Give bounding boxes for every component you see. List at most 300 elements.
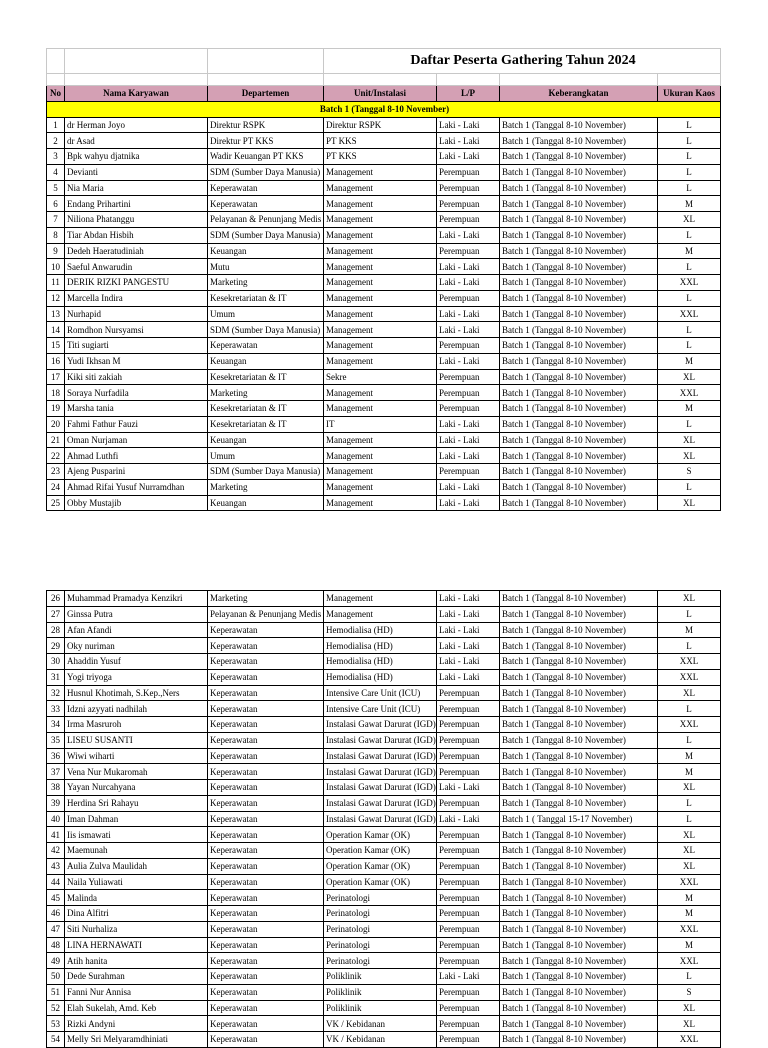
row-nama: Saeful Anwarudin bbox=[65, 259, 208, 275]
row-nama: Tiar Abdan Hisbih bbox=[65, 227, 208, 243]
row-ukuran-kaos: L bbox=[658, 701, 721, 717]
row-no: 50 bbox=[47, 969, 65, 985]
row-departemen: Pelayanan & Penunjang Medis bbox=[208, 606, 324, 622]
row-keberangkatan: Batch 1 (Tanggal 8-10 November) bbox=[500, 259, 658, 275]
row-lp: Laki - Laki bbox=[437, 353, 500, 369]
row-lp: Perempuan bbox=[437, 401, 500, 417]
row-ukuran-kaos: L bbox=[658, 795, 721, 811]
table-row bbox=[47, 654, 721, 670]
row-no: 28 bbox=[47, 622, 65, 638]
row-keberangkatan: Batch 1 (Tanggal 8-10 November) bbox=[500, 654, 658, 670]
table-row bbox=[47, 448, 721, 464]
row-no: 27 bbox=[47, 606, 65, 622]
row-nama: LINA HERNAWATI bbox=[65, 937, 208, 953]
row-nama: Marsha tania bbox=[65, 401, 208, 417]
row-ukuran-kaos: XL bbox=[658, 827, 721, 843]
table-row bbox=[47, 638, 721, 654]
row-nama: Oky nuriman bbox=[65, 638, 208, 654]
row-no: 49 bbox=[47, 953, 65, 969]
row-no: 30 bbox=[47, 654, 65, 670]
row-nama: Dedeh Haeratudiniah bbox=[65, 243, 208, 259]
row-departemen: Kesekretariatan & IT bbox=[208, 401, 324, 417]
row-no: 26 bbox=[47, 591, 65, 607]
table-row bbox=[47, 984, 721, 1000]
table-row bbox=[47, 669, 721, 685]
row-lp: Laki - Laki bbox=[437, 133, 500, 149]
table-row bbox=[47, 732, 721, 748]
row-departemen: Keperawatan bbox=[208, 953, 324, 969]
table-row bbox=[47, 811, 721, 827]
row-lp: Perempuan bbox=[437, 290, 500, 306]
row-departemen: Marketing bbox=[208, 385, 324, 401]
row-unit: Management bbox=[324, 259, 437, 275]
row-unit: PT KKS bbox=[324, 133, 437, 149]
table-row bbox=[47, 322, 721, 338]
row-no: 39 bbox=[47, 795, 65, 811]
row-no: 41 bbox=[47, 827, 65, 843]
row-keberangkatan: Batch 1 (Tanggal 8-10 November) bbox=[500, 275, 658, 291]
row-no: 43 bbox=[47, 858, 65, 874]
row-ukuran-kaos: XL bbox=[658, 448, 721, 464]
row-ukuran-kaos: L bbox=[658, 117, 721, 133]
row-lp: Laki - Laki bbox=[437, 117, 500, 133]
row-departemen: Keperawatan bbox=[208, 874, 324, 890]
row-unit: Instalasi Gawat Darurat (IGD) bbox=[324, 748, 437, 764]
row-unit: Perinatologi bbox=[324, 953, 437, 969]
row-nama: Kiki siti zakiah bbox=[65, 369, 208, 385]
row-keberangkatan: Batch 1 (Tanggal 8-10 November) bbox=[500, 622, 658, 638]
row-unit: Operation Kamar (OK) bbox=[324, 858, 437, 874]
row-no: 11 bbox=[47, 275, 65, 291]
row-lp: Laki - Laki bbox=[437, 669, 500, 685]
row-lp: Perempuan bbox=[437, 748, 500, 764]
row-ukuran-kaos: XXL bbox=[658, 953, 721, 969]
row-ukuran-kaos: M bbox=[658, 243, 721, 259]
row-departemen: Keperawatan bbox=[208, 180, 324, 196]
row-keberangkatan: Batch 1 (Tanggal 8-10 November) bbox=[500, 874, 658, 890]
row-nama: Vena Nur Mukaromah bbox=[65, 764, 208, 780]
row-keberangkatan: Batch 1 (Tanggal 8-10 November) bbox=[500, 843, 658, 859]
row-no: 29 bbox=[47, 638, 65, 654]
row-departemen: Keuangan bbox=[208, 243, 324, 259]
row-ukuran-kaos: M bbox=[658, 622, 721, 638]
row-nama: Nia Maria bbox=[65, 180, 208, 196]
row-departemen: Umum bbox=[208, 306, 324, 322]
row-no: 16 bbox=[47, 353, 65, 369]
row-lp: Laki - Laki bbox=[437, 416, 500, 432]
row-departemen: Keperawatan bbox=[208, 654, 324, 670]
header-unit: Unit/Instalasi bbox=[324, 86, 437, 102]
row-ukuran-kaos: M bbox=[658, 353, 721, 369]
row-no: 9 bbox=[47, 243, 65, 259]
row-departemen: Keperawatan bbox=[208, 669, 324, 685]
row-keberangkatan: Batch 1 (Tanggal 8-10 November) bbox=[500, 369, 658, 385]
row-departemen: SDM (Sumber Daya Manusia) bbox=[208, 322, 324, 338]
row-departemen: Marketing bbox=[208, 479, 324, 495]
row-keberangkatan: Batch 1 (Tanggal 8-10 November) bbox=[500, 401, 658, 417]
row-lp: Laki - Laki bbox=[437, 149, 500, 165]
row-no: 4 bbox=[47, 164, 65, 180]
row-departemen: Mutu bbox=[208, 259, 324, 275]
row-nama: Idzni azyyati nadhilah bbox=[65, 701, 208, 717]
row-lp: Perempuan bbox=[437, 890, 500, 906]
row-ukuran-kaos: L bbox=[658, 259, 721, 275]
row-keberangkatan: Batch 1 (Tanggal 8-10 November) bbox=[500, 984, 658, 1000]
row-keberangkatan: Batch 1 (Tanggal 8-10 November) bbox=[500, 638, 658, 654]
row-keberangkatan: Batch 1 (Tanggal 8-10 November) bbox=[500, 937, 658, 953]
table-row bbox=[47, 827, 721, 843]
row-keberangkatan: Batch 1 (Tanggal 8-10 November) bbox=[500, 322, 658, 338]
row-lp: Laki - Laki bbox=[437, 811, 500, 827]
row-nama: Fahmi Fathur Fauzi bbox=[65, 416, 208, 432]
participant-table-part1 bbox=[46, 48, 721, 511]
table-row bbox=[47, 133, 721, 149]
table-row bbox=[47, 227, 721, 243]
row-nama: Yogi triyoga bbox=[65, 669, 208, 685]
row-unit: Hemodialisa (HD) bbox=[324, 669, 437, 685]
row-keberangkatan: Batch 1 (Tanggal 8-10 November) bbox=[500, 1016, 658, 1032]
row-departemen: Marketing bbox=[208, 591, 324, 607]
table-row bbox=[47, 717, 721, 733]
row-ukuran-kaos: M bbox=[658, 401, 721, 417]
row-nama: Endang Prihartini bbox=[65, 196, 208, 212]
row-unit: Sekre bbox=[324, 369, 437, 385]
row-no: 24 bbox=[47, 479, 65, 495]
row-unit: Poliklinik bbox=[324, 984, 437, 1000]
row-ukuran-kaos: XXL bbox=[658, 654, 721, 670]
row-lp: Perempuan bbox=[437, 953, 500, 969]
row-keberangkatan: Batch 1 (Tanggal 8-10 November) bbox=[500, 606, 658, 622]
row-lp: Perempuan bbox=[437, 984, 500, 1000]
row-no: 10 bbox=[47, 259, 65, 275]
row-lp: Perempuan bbox=[437, 180, 500, 196]
table-row bbox=[47, 495, 721, 511]
row-departemen: SDM (Sumber Daya Manusia) bbox=[208, 464, 324, 480]
row-ukuran-kaos: XL bbox=[658, 1000, 721, 1016]
row-lp: Laki - Laki bbox=[437, 322, 500, 338]
table-row bbox=[47, 858, 721, 874]
row-ukuran-kaos: L bbox=[658, 180, 721, 196]
table-row bbox=[47, 275, 721, 291]
row-unit: Poliklinik bbox=[324, 1000, 437, 1016]
row-unit: Direktur RSPK bbox=[324, 117, 437, 133]
table-row bbox=[47, 369, 721, 385]
row-no: 32 bbox=[47, 685, 65, 701]
row-no: 34 bbox=[47, 717, 65, 733]
row-nama: Iman Dahman bbox=[65, 811, 208, 827]
row-ukuran-kaos: L bbox=[658, 811, 721, 827]
row-departemen: Keperawatan bbox=[208, 795, 324, 811]
table-row bbox=[47, 243, 721, 259]
row-nama: Niliona Phatanggu bbox=[65, 212, 208, 228]
row-ukuran-kaos: S bbox=[658, 464, 721, 480]
table-row bbox=[47, 464, 721, 480]
row-unit: Management bbox=[324, 290, 437, 306]
row-ukuran-kaos: XXL bbox=[658, 717, 721, 733]
row-departemen: Keperawatan bbox=[208, 685, 324, 701]
header-row bbox=[47, 86, 721, 102]
row-lp: Perempuan bbox=[437, 212, 500, 228]
row-keberangkatan: Batch 1 (Tanggal 8-10 November) bbox=[500, 764, 658, 780]
row-nama: Oman Nurjaman bbox=[65, 432, 208, 448]
row-keberangkatan: Batch 1 (Tanggal 8-10 November) bbox=[500, 306, 658, 322]
row-ukuran-kaos: M bbox=[658, 196, 721, 212]
table-row bbox=[47, 338, 721, 354]
row-departemen: Marketing bbox=[208, 275, 324, 291]
row-lp: Perempuan bbox=[437, 369, 500, 385]
row-no: 21 bbox=[47, 432, 65, 448]
row-departemen: Direktur RSPK bbox=[208, 117, 324, 133]
row-ukuran-kaos: L bbox=[658, 416, 721, 432]
row-nama: Husnul Khotimah, S.Kep.,Ners bbox=[65, 685, 208, 701]
row-departemen: SDM (Sumber Daya Manusia) bbox=[208, 164, 324, 180]
row-departemen: Keuangan bbox=[208, 353, 324, 369]
table-row bbox=[47, 606, 721, 622]
row-unit: Hemodialisa (HD) bbox=[324, 638, 437, 654]
row-departemen: Keperawatan bbox=[208, 196, 324, 212]
row-no: 3 bbox=[47, 149, 65, 165]
row-departemen: Keperawatan bbox=[208, 921, 324, 937]
row-no: 13 bbox=[47, 306, 65, 322]
row-departemen: Kesekretariatan & IT bbox=[208, 290, 324, 306]
row-lp: Perempuan bbox=[437, 764, 500, 780]
row-departemen: Keperawatan bbox=[208, 1000, 324, 1016]
row-no: 47 bbox=[47, 921, 65, 937]
row-nama: Atih hanita bbox=[65, 953, 208, 969]
row-unit: Management bbox=[324, 495, 437, 511]
row-unit: Management bbox=[324, 180, 437, 196]
row-unit: PT KKS bbox=[324, 149, 437, 165]
table-row bbox=[47, 259, 721, 275]
row-unit: Instalasi Gawat Darurat (IGD) bbox=[324, 764, 437, 780]
row-ukuran-kaos: XXL bbox=[658, 275, 721, 291]
row-ukuran-kaos: L bbox=[658, 969, 721, 985]
row-keberangkatan: Batch 1 (Tanggal 8-10 November) bbox=[500, 180, 658, 196]
row-departemen: Keperawatan bbox=[208, 780, 324, 796]
row-departemen: Pelayanan & Penunjang Medis bbox=[208, 212, 324, 228]
row-no: 48 bbox=[47, 937, 65, 953]
row-ukuran-kaos: XXL bbox=[658, 306, 721, 322]
row-lp: Perempuan bbox=[437, 464, 500, 480]
row-no: 44 bbox=[47, 874, 65, 890]
row-nama: Ajeng Pusparini bbox=[65, 464, 208, 480]
row-unit: Management bbox=[324, 164, 437, 180]
title-row bbox=[47, 49, 721, 74]
row-departemen: Keperawatan bbox=[208, 748, 324, 764]
row-lp: Laki - Laki bbox=[437, 969, 500, 985]
row-departemen: Keperawatan bbox=[208, 827, 324, 843]
row-keberangkatan: Batch 1 (Tanggal 8-10 November) bbox=[500, 1032, 658, 1048]
row-ukuran-kaos: XXL bbox=[658, 385, 721, 401]
row-unit: Operation Kamar (OK) bbox=[324, 843, 437, 859]
row-ukuran-kaos: XL bbox=[658, 591, 721, 607]
row-lp: Laki - Laki bbox=[437, 275, 500, 291]
row-departemen: Keperawatan bbox=[208, 717, 324, 733]
header-lp: L/P bbox=[437, 86, 500, 102]
row-lp: Perempuan bbox=[437, 858, 500, 874]
row-no: 42 bbox=[47, 843, 65, 859]
row-unit: Instalasi Gawat Darurat (IGD) bbox=[324, 795, 437, 811]
page-title: Daftar Peserta Gathering Tahun 2024 bbox=[324, 49, 721, 74]
row-nama: Naila Yuliawati bbox=[65, 874, 208, 890]
row-keberangkatan: Batch 1 (Tanggal 8-10 November) bbox=[500, 243, 658, 259]
row-keberangkatan: Batch 1 (Tanggal 8-10 November) bbox=[500, 701, 658, 717]
row-keberangkatan: Batch 1 (Tanggal 8-10 November) bbox=[500, 732, 658, 748]
table-row bbox=[47, 969, 721, 985]
row-ukuran-kaos: XL bbox=[658, 369, 721, 385]
row-departemen: Keperawatan bbox=[208, 843, 324, 859]
row-unit: Intensive Care Unit (ICU) bbox=[324, 685, 437, 701]
row-ukuran-kaos: XL bbox=[658, 212, 721, 228]
table-row bbox=[47, 622, 721, 638]
row-lp: Perempuan bbox=[437, 701, 500, 717]
row-lp: Laki - Laki bbox=[437, 591, 500, 607]
row-keberangkatan: Batch 1 (Tanggal 8-10 November) bbox=[500, 149, 658, 165]
row-no: 5 bbox=[47, 180, 65, 196]
spacer-row bbox=[47, 74, 721, 86]
row-departemen: Keperawatan bbox=[208, 701, 324, 717]
row-nama: LISEU SUSANTI bbox=[65, 732, 208, 748]
row-lp: Perempuan bbox=[437, 732, 500, 748]
row-lp: Perempuan bbox=[437, 827, 500, 843]
row-lp: Laki - Laki bbox=[437, 448, 500, 464]
row-keberangkatan: Batch 1 (Tanggal 8-10 November) bbox=[500, 416, 658, 432]
row-ukuran-kaos: XXL bbox=[658, 1032, 721, 1048]
row-no: 14 bbox=[47, 322, 65, 338]
row-departemen: Keperawatan bbox=[208, 811, 324, 827]
row-no: 38 bbox=[47, 780, 65, 796]
row-lp: Perempuan bbox=[437, 338, 500, 354]
row-nama: Herdina Sri Rahayu bbox=[65, 795, 208, 811]
row-nama: Ahmad Luthfi bbox=[65, 448, 208, 464]
header-nama: Nama Karyawan bbox=[65, 86, 208, 102]
row-ukuran-kaos: L bbox=[658, 479, 721, 495]
row-unit: Management bbox=[324, 227, 437, 243]
table-row bbox=[47, 416, 721, 432]
row-nama: Aulia Zulva Maulidah bbox=[65, 858, 208, 874]
row-no: 12 bbox=[47, 290, 65, 306]
table-row bbox=[47, 306, 721, 322]
row-nama: Malinda bbox=[65, 890, 208, 906]
row-lp: Laki - Laki bbox=[437, 606, 500, 622]
row-no: 23 bbox=[47, 464, 65, 480]
row-departemen: Keperawatan bbox=[208, 338, 324, 354]
row-unit: Poliklinik bbox=[324, 969, 437, 985]
row-lp: Perempuan bbox=[437, 906, 500, 922]
row-ukuran-kaos: L bbox=[658, 606, 721, 622]
row-nama: Romdhon Nursyamsi bbox=[65, 322, 208, 338]
row-unit: Intensive Care Unit (ICU) bbox=[324, 701, 437, 717]
table-row bbox=[47, 196, 721, 212]
row-departemen: Keperawatan bbox=[208, 937, 324, 953]
row-ukuran-kaos: XXL bbox=[658, 921, 721, 937]
row-ukuran-kaos: L bbox=[658, 133, 721, 149]
row-keberangkatan: Batch 1 (Tanggal 8-10 November) bbox=[500, 133, 658, 149]
row-no: 35 bbox=[47, 732, 65, 748]
table-row bbox=[47, 1000, 721, 1016]
row-nama: Soraya Nurfadila bbox=[65, 385, 208, 401]
row-lp: Perempuan bbox=[437, 843, 500, 859]
header-departemen: Departemen bbox=[208, 86, 324, 102]
row-nama: Siti Nurhaliza bbox=[65, 921, 208, 937]
row-unit: Management bbox=[324, 353, 437, 369]
table-row bbox=[47, 432, 721, 448]
row-unit: Management bbox=[324, 306, 437, 322]
row-departemen: Kesekretariatan & IT bbox=[208, 416, 324, 432]
row-no: 1 bbox=[47, 117, 65, 133]
row-nama: Ginssa Putra bbox=[65, 606, 208, 622]
row-nama: Dede Surahman bbox=[65, 969, 208, 985]
table-row bbox=[47, 290, 721, 306]
row-nama: dr Asad bbox=[65, 133, 208, 149]
row-departemen: Keperawatan bbox=[208, 638, 324, 654]
row-ukuran-kaos: XL bbox=[658, 1016, 721, 1032]
row-keberangkatan: Batch 1 (Tanggal 8-10 November) bbox=[500, 338, 658, 354]
row-lp: Perempuan bbox=[437, 921, 500, 937]
row-no: 51 bbox=[47, 984, 65, 1000]
table-row bbox=[47, 780, 721, 796]
row-unit: VK / Kebidanan bbox=[324, 1016, 437, 1032]
table-row bbox=[47, 164, 721, 180]
row-no: 31 bbox=[47, 669, 65, 685]
row-unit: Management bbox=[324, 212, 437, 228]
row-lp: Perempuan bbox=[437, 1016, 500, 1032]
row-unit: Management bbox=[324, 479, 437, 495]
row-nama: Elah Sukelah, Amd. Keb bbox=[65, 1000, 208, 1016]
row-unit: Management bbox=[324, 275, 437, 291]
row-keberangkatan: Batch 1 (Tanggal 8-10 November) bbox=[500, 117, 658, 133]
row-keberangkatan: Batch 1 (Tanggal 8-10 November) bbox=[500, 669, 658, 685]
row-lp: Perempuan bbox=[437, 795, 500, 811]
row-ukuran-kaos: S bbox=[658, 984, 721, 1000]
row-unit: Management bbox=[324, 432, 437, 448]
row-no: 17 bbox=[47, 369, 65, 385]
table-row bbox=[47, 764, 721, 780]
row-lp: Perempuan bbox=[437, 874, 500, 890]
table-row bbox=[47, 843, 721, 859]
row-lp: Perempuan bbox=[437, 685, 500, 701]
row-keberangkatan: Batch 1 (Tanggal 8-10 November) bbox=[500, 717, 658, 733]
row-keberangkatan: Batch 1 (Tanggal 8-10 November) bbox=[500, 353, 658, 369]
row-nama: Obby Mustajib bbox=[65, 495, 208, 511]
row-nama: Muhammad Pramadya Kenzikri bbox=[65, 591, 208, 607]
row-keberangkatan: Batch 1 (Tanggal 8-10 November) bbox=[500, 1000, 658, 1016]
row-lp: Perempuan bbox=[437, 385, 500, 401]
row-keberangkatan: Batch 1 (Tanggal 8-10 November) bbox=[500, 591, 658, 607]
row-unit: VK / Kebidanan bbox=[324, 1032, 437, 1048]
row-ukuran-kaos: L bbox=[658, 227, 721, 243]
row-ukuran-kaos: M bbox=[658, 748, 721, 764]
row-ukuran-kaos: XL bbox=[658, 685, 721, 701]
row-unit: Hemodialisa (HD) bbox=[324, 622, 437, 638]
row-departemen: Umum bbox=[208, 448, 324, 464]
row-keberangkatan: Batch 1 (Tanggal 8-10 November) bbox=[500, 890, 658, 906]
row-lp: Laki - Laki bbox=[437, 259, 500, 275]
row-lp: Perempuan bbox=[437, 1032, 500, 1048]
row-keberangkatan: Batch 1 (Tanggal 8-10 November) bbox=[500, 432, 658, 448]
row-no: 7 bbox=[47, 212, 65, 228]
row-ukuran-kaos: XL bbox=[658, 843, 721, 859]
row-keberangkatan: Batch 1 (Tanggal 8-10 November) bbox=[500, 827, 658, 843]
row-ukuran-kaos: L bbox=[658, 732, 721, 748]
row-keberangkatan: Batch 1 ( Tanggal 15-17 November) bbox=[500, 811, 658, 827]
row-departemen: Keperawatan bbox=[208, 764, 324, 780]
row-nama: Irma Masruroh bbox=[65, 717, 208, 733]
row-no: 18 bbox=[47, 385, 65, 401]
row-unit: Management bbox=[324, 243, 437, 259]
row-departemen: Keperawatan bbox=[208, 906, 324, 922]
row-no: 2 bbox=[47, 133, 65, 149]
